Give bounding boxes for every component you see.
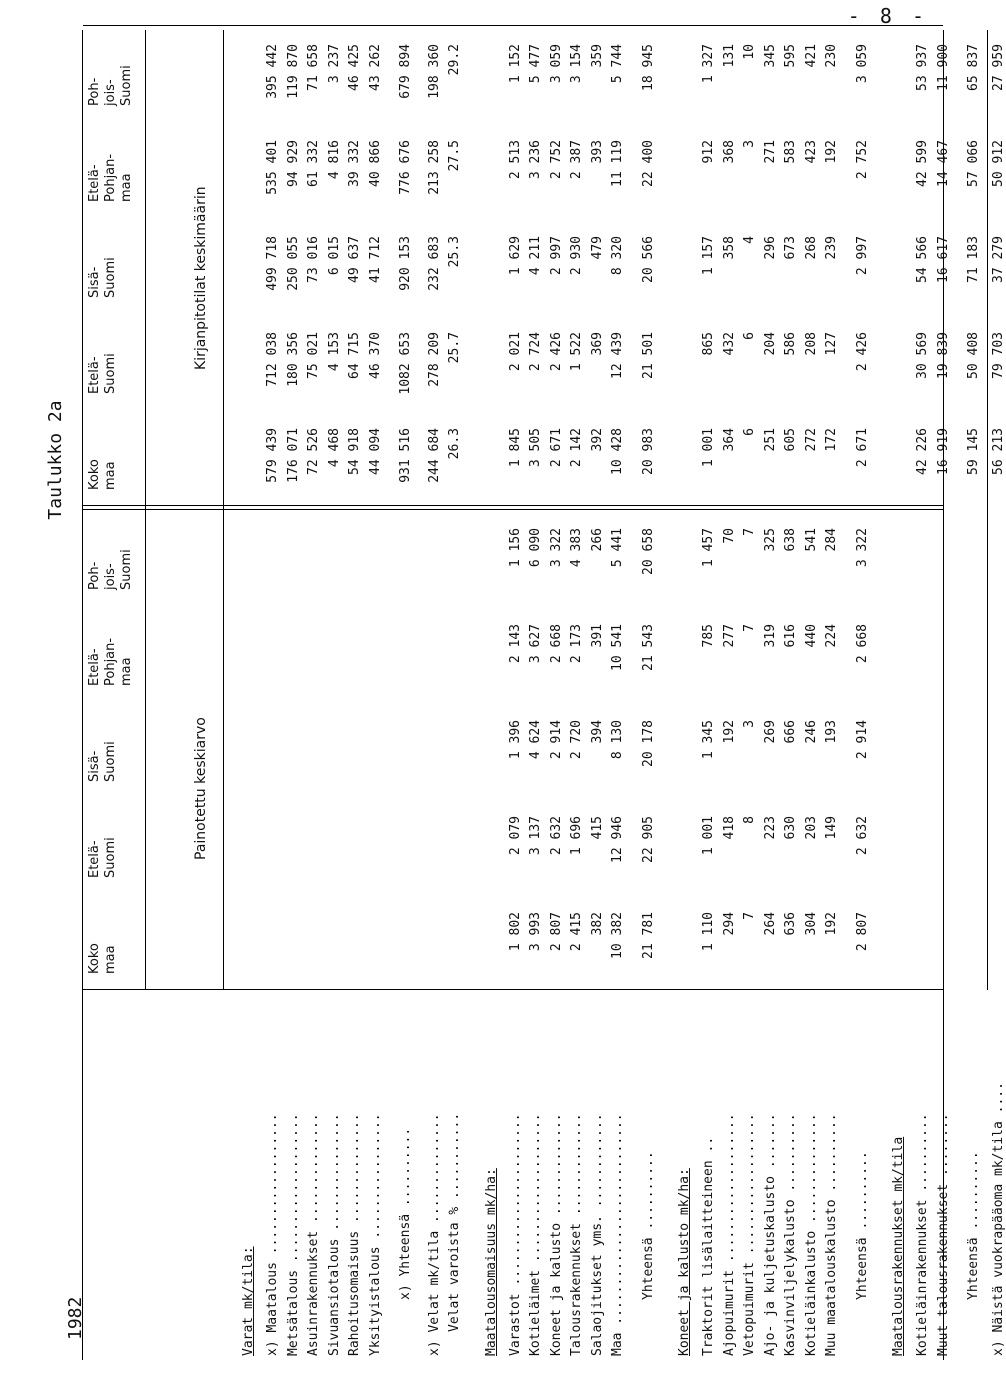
cell-value: 11 900	[935, 44, 951, 91]
cell-value: 4 468	[326, 428, 342, 468]
cell-value: 46 370	[367, 332, 383, 379]
cell-value: 2 142	[569, 428, 584, 468]
column-header-line: Etelä-	[87, 840, 102, 878]
cell-value: 294	[721, 912, 737, 936]
cell-value: 3 154	[569, 44, 584, 84]
cell-value: 41 712	[367, 236, 383, 283]
section-rule	[223, 30, 224, 990]
row-label: Traktorit lisälaitteineen ..	[701, 1136, 716, 1356]
cell-value: 192	[824, 912, 839, 936]
cell-value: 2 807	[548, 912, 564, 952]
cell-value: 10	[742, 44, 757, 60]
cell-value: 1 152	[507, 44, 523, 84]
cell-value: 284	[824, 528, 839, 552]
cell-value: 251	[762, 428, 778, 452]
row-label: Sivuansiotalous ...............	[326, 1113, 342, 1356]
cell-value: 1 001	[701, 816, 716, 856]
cell-value: 42 226	[915, 428, 930, 475]
cell-value: 6	[742, 332, 757, 340]
cell-value: 22 905	[640, 816, 656, 863]
cell-value: 61 332	[306, 140, 321, 187]
section-heading: Varat mk/tila:	[241, 1246, 256, 1356]
cell-value: 586	[783, 332, 798, 356]
cell-value: 180 356	[285, 332, 301, 387]
cell-value: 172	[824, 428, 839, 452]
cell-value: 29.2	[447, 44, 462, 76]
cell-value: 20 983	[640, 428, 656, 475]
row-label: Talousrakennukset .............	[569, 1113, 584, 1356]
cell-value: 7	[742, 912, 757, 920]
cell-value: 1 110	[701, 912, 716, 952]
cell-value: 304	[803, 912, 819, 936]
column-header-line: Sisä-	[87, 750, 102, 782]
cell-value: 583	[783, 140, 798, 164]
cell-value: 1 629	[507, 236, 523, 276]
cell-value: 43 262	[367, 44, 383, 91]
cell-value: 2 387	[569, 140, 584, 180]
row-label: Yhteensä ..........	[640, 1151, 656, 1300]
cell-value: 119 870	[285, 44, 301, 99]
cell-value: 5 441	[610, 528, 625, 568]
row-label: x) Velat mk/tila ..............	[426, 1113, 442, 1356]
cell-value: 3 137	[528, 816, 543, 856]
cell-value: 20 178	[640, 720, 656, 767]
row-label: Muu maatalouskalusto ..........	[824, 1113, 839, 1356]
column-header-right	[87, 65, 135, 106]
cell-value: 37 279	[990, 236, 1006, 283]
cell-value: 2 914	[548, 720, 564, 760]
cell-value: 272	[803, 428, 819, 452]
cell-value: 20 566	[640, 236, 656, 283]
cell-value: 27.5	[447, 140, 462, 172]
cell-value: 421	[803, 44, 819, 68]
header-rule	[145, 30, 146, 990]
row-label: Yksityistalous ................	[367, 1113, 383, 1356]
cell-value: 666	[783, 720, 798, 744]
cell-value: 3 322	[548, 528, 564, 568]
column-divider	[83, 25, 943, 26]
cell-value: 18 945	[640, 44, 656, 91]
cell-value: 1 802	[507, 912, 523, 952]
cell-value: 203	[803, 816, 819, 840]
data-table	[82, 30, 1006, 1360]
row-label: Kotieläinrakennukset ..........	[915, 1113, 930, 1356]
cell-value: 176 071	[285, 428, 301, 483]
cell-value: 50 408	[966, 332, 981, 379]
row-label: x) Maatalous ..................	[265, 1113, 280, 1356]
column-header-right	[87, 257, 119, 298]
cell-value: 1 156	[507, 528, 523, 568]
cell-value: 3 236	[528, 140, 543, 180]
column-header-line: Sisä-	[87, 266, 102, 298]
cell-value: 382	[589, 912, 605, 936]
cell-value: 636	[783, 912, 798, 936]
cell-value: 2 173	[569, 624, 584, 664]
cell-value: 246	[803, 720, 819, 744]
cell-value: 10 541	[610, 624, 625, 671]
row-label: Vetopuimurit ..................	[742, 1113, 757, 1356]
cell-value: 2 997	[854, 236, 870, 276]
cell-value: 1 001	[701, 428, 716, 468]
cell-value: 3 322	[854, 528, 870, 568]
column-divider	[83, 505, 943, 506]
row-label: Ajopuimurit ...................	[721, 1113, 737, 1356]
cell-value: 264	[762, 912, 778, 936]
cell-value: 192	[824, 140, 839, 164]
cell-value: 230	[824, 44, 839, 68]
cell-value: 27 959	[990, 44, 1006, 91]
cell-value: 2 807	[854, 912, 870, 952]
cell-value: 21 543	[640, 624, 656, 671]
section-title-right: Kirjanpitotilat keskimäärin	[193, 186, 209, 370]
cell-value: 3 237	[326, 44, 342, 84]
cell-value: 21 781	[640, 912, 656, 959]
cell-value: 391	[589, 624, 605, 648]
section-heading: Maatalousrakennukset mk/tila	[891, 1136, 906, 1356]
row-label: Muut talousrakennukset ........	[935, 1113, 951, 1356]
row-label: Kasvinviljelykalusto ..........	[783, 1113, 798, 1356]
cell-value: 53 937	[915, 44, 930, 91]
cell-value: 266	[589, 528, 605, 552]
row-label: Asuinrakennukset ..............	[306, 1113, 321, 1356]
cell-value: 2 632	[854, 816, 870, 856]
cell-value: 785	[701, 624, 716, 648]
column-header-line: Koko	[87, 943, 102, 974]
cell-value: 479	[589, 236, 605, 260]
column-header-left	[87, 549, 135, 590]
cell-value: 638	[783, 528, 798, 552]
cell-value: 3 993	[528, 912, 543, 952]
row-label: Rahoitusomaisuus ..............	[347, 1113, 362, 1356]
cell-value: 616	[783, 624, 798, 648]
cell-value: 198 360	[426, 44, 442, 99]
cell-value: 679 894	[398, 44, 413, 99]
cell-value: 364	[721, 428, 737, 452]
section-title-left: Painotettu keskiarvo	[193, 717, 209, 860]
cell-value: 16 919	[935, 428, 951, 475]
cell-value: 319	[762, 624, 778, 648]
column-header-line: maa	[119, 657, 134, 686]
cell-value: 912	[701, 140, 716, 164]
cell-value: 1 345	[701, 720, 716, 760]
cell-value: 149	[824, 816, 839, 840]
cell-value: 277	[721, 624, 737, 648]
cell-value: 64 715	[347, 332, 362, 379]
cell-value: 244 684	[426, 428, 442, 483]
column-header-line: Etelä-	[87, 648, 102, 686]
cell-value: 8 130	[610, 720, 625, 760]
cell-value: 3 059	[854, 44, 870, 84]
cell-value: 2 021	[507, 332, 523, 372]
cell-value: 2 671	[548, 428, 564, 468]
column-divider	[83, 509, 943, 510]
column-header-left	[87, 943, 119, 974]
cell-value: 1 327	[701, 44, 716, 84]
cell-value: 595	[783, 44, 798, 68]
cell-value: 54 566	[915, 236, 930, 283]
cell-value: 232 683	[426, 236, 442, 291]
cell-value: 369	[589, 332, 605, 356]
cell-value: 296	[762, 236, 778, 260]
row-label: Kotieläimet ...................	[528, 1113, 543, 1356]
cell-value: 268	[803, 236, 819, 260]
cell-value: 931 516	[398, 428, 413, 483]
row-label: Salaojitukset yms. ............	[589, 1113, 605, 1356]
page-number: - 8 -	[847, 4, 928, 28]
column-header-right	[87, 459, 119, 490]
row-label: Maa ...........................	[610, 1113, 625, 1356]
column-header-line: jois-	[103, 79, 118, 106]
column-header-line: Suomi	[103, 353, 118, 394]
cell-value: 12 439	[610, 332, 625, 379]
cell-value: 65 837	[966, 44, 981, 91]
cell-value: 535 401	[265, 140, 280, 195]
cell-value: 20 658	[640, 528, 656, 575]
cell-value: 7	[742, 528, 757, 536]
cell-value: 2 668	[548, 624, 564, 664]
cell-value: 4 153	[326, 332, 342, 372]
cell-value: 208	[803, 332, 819, 356]
column-header-line: Pohjan-	[103, 153, 118, 202]
column-header-line: Pohjan-	[103, 637, 118, 686]
column-header-left	[87, 638, 135, 686]
cell-value: 30 569	[915, 332, 930, 379]
cell-value: 10 382	[610, 912, 625, 959]
column-header-right	[87, 353, 119, 394]
cell-value: 224	[824, 624, 839, 648]
cell-value: 579 439	[265, 428, 280, 483]
cell-value: 19 839	[935, 332, 951, 379]
cell-value: 1 522	[569, 332, 584, 372]
cell-value: 325	[762, 528, 778, 552]
cell-value: 418	[721, 816, 737, 840]
cell-value: 2 632	[548, 816, 564, 856]
cell-value: 278 209	[426, 332, 442, 387]
year-label: 1982	[65, 1296, 86, 1340]
cell-value: 14 467	[935, 140, 951, 187]
cell-value: 57 066	[966, 140, 981, 187]
cell-value: 3	[742, 140, 757, 148]
cell-value: 192	[721, 720, 737, 744]
cell-value: 79 703	[990, 332, 1006, 379]
cell-value: 4 211	[528, 236, 543, 276]
row-label: Ajo- ja kuljetuskalusto .......	[762, 1113, 778, 1356]
column-header-right	[87, 154, 135, 202]
column-header-line: maa	[119, 173, 134, 202]
section-heading: Koneet ja kalusto mk/ha:	[677, 1168, 692, 1356]
column-header-line: Suomi	[119, 65, 134, 106]
cell-value: 2 752	[548, 140, 564, 180]
cell-value: 2 752	[854, 140, 870, 180]
table-title: Taulukko 2a	[45, 400, 66, 520]
bottom-group-rule	[987, 30, 988, 990]
column-header-line: Poh-	[87, 77, 102, 106]
row-label: Velat varoista % ...........	[447, 1112, 462, 1332]
cell-value: 54 918	[347, 428, 362, 475]
cell-value: 8 320	[610, 236, 625, 276]
cell-value: 2 079	[507, 816, 523, 856]
row-label: Yhteensä ..........	[966, 1151, 981, 1300]
cell-value: 40 866	[367, 140, 383, 187]
cell-value: 46 425	[347, 44, 362, 91]
section-heading: Maatalousomaisuus mk/ha:	[483, 1168, 499, 1356]
cell-value: 6	[742, 428, 757, 436]
column-header-line: jois-	[103, 563, 118, 590]
column-header-left	[87, 837, 119, 878]
cell-value: 541	[803, 528, 819, 552]
cell-value: 865	[701, 332, 716, 356]
cell-value: 12 946	[610, 816, 625, 863]
cell-value: 1 845	[507, 428, 523, 468]
cell-value: 49 637	[347, 236, 362, 283]
cell-value: 59 145	[966, 428, 981, 475]
cell-value: 368	[721, 140, 737, 164]
cell-value: 776 676	[398, 140, 413, 195]
cell-value: 22 400	[640, 140, 656, 187]
cell-value: 11 119	[610, 140, 625, 187]
cell-value: 392	[589, 428, 605, 452]
cell-value: 499 718	[265, 236, 280, 291]
cell-value: 75 021	[306, 332, 321, 379]
cell-value: 673	[783, 236, 798, 260]
cell-value: 3 059	[548, 44, 564, 84]
cell-value: 271	[762, 140, 778, 164]
cell-value: 358	[721, 236, 737, 260]
cell-value: 415	[589, 816, 605, 840]
row-label: Kotieläinkalusto ..............	[803, 1113, 819, 1356]
column-header-line: Poh-	[87, 561, 102, 590]
cell-value: 440	[803, 624, 819, 648]
cell-value: 1082 653	[398, 332, 413, 395]
row-label: x) Näistä vuokrapääoma mk/tila ....	[990, 1082, 1006, 1356]
cell-value: 2 724	[528, 332, 543, 372]
cell-value: 6 015	[326, 236, 342, 276]
column-header-line: Suomi	[119, 549, 134, 590]
cell-value: 6 090	[528, 528, 543, 568]
column-header-line: Etelä-	[87, 356, 102, 394]
cell-value: 2 671	[854, 428, 870, 468]
cell-value: 4 816	[326, 140, 342, 180]
cell-value: 2 426	[854, 332, 870, 372]
cell-value: 21 501	[640, 332, 656, 379]
cell-value: 4 624	[528, 720, 543, 760]
cell-value: 423	[803, 140, 819, 164]
cell-value: 345	[762, 44, 778, 68]
column-divider	[83, 989, 943, 990]
cell-value: 7	[742, 624, 757, 632]
cell-value: 3 627	[528, 624, 543, 664]
cell-value: 2 415	[569, 912, 584, 952]
row-label: Metsätalous ...................	[285, 1113, 301, 1356]
cell-value: 3 505	[528, 428, 543, 468]
cell-value: 16 617	[935, 236, 951, 283]
cell-value: 71 183	[966, 236, 981, 283]
cell-value: 2 720	[569, 720, 584, 760]
cell-value: 605	[783, 428, 798, 452]
cell-value: 269	[762, 720, 778, 744]
cell-value: 50 912	[990, 140, 1006, 187]
cell-value: 2 997	[548, 236, 564, 276]
row-label: Varastot ......................	[507, 1113, 523, 1356]
cell-value: 25.3	[447, 236, 462, 268]
cell-value: 42 599	[915, 140, 930, 187]
cell-value: 70	[721, 528, 737, 544]
cell-value: 4	[742, 236, 757, 244]
cell-value: 26.3	[447, 428, 462, 460]
cell-value: 73 016	[306, 236, 321, 283]
cell-value: 4 383	[569, 528, 584, 568]
cell-value: 2 914	[854, 720, 870, 760]
cell-value: 10 428	[610, 428, 625, 475]
row-label: Yhteensä ..........	[854, 1151, 870, 1300]
row-label: x) Yhteensä ..........	[398, 1127, 413, 1300]
cell-value: 2 930	[569, 236, 584, 276]
cell-value: 2 143	[507, 624, 523, 664]
cell-value: 131	[721, 44, 737, 68]
column-header-line: maa	[103, 461, 118, 490]
cell-value: 1 457	[701, 528, 716, 568]
rotated-table-page	[45, 30, 1006, 1360]
cell-value: 2 513	[507, 140, 523, 180]
cell-value: 432	[721, 332, 737, 356]
cell-value: 1 157	[701, 236, 716, 276]
cell-value: 39 332	[347, 140, 362, 187]
cell-value: 94 929	[285, 140, 301, 187]
cell-value: 630	[783, 816, 798, 840]
cell-value: 395 442	[265, 44, 280, 99]
cell-value: 393	[589, 140, 605, 164]
cell-value: 250 055	[285, 236, 301, 291]
column-header-line: Suomi	[103, 741, 118, 782]
column-header-line: Koko	[87, 459, 102, 490]
row-label: Koneet ja kalusto .............	[548, 1113, 564, 1356]
cell-value: 72 526	[306, 428, 321, 475]
cell-value: 71 658	[306, 44, 321, 91]
cell-value: 2 668	[854, 624, 870, 664]
cell-value: 3	[742, 720, 757, 728]
cell-value: 2 426	[548, 332, 564, 372]
cell-value: 239	[824, 236, 839, 260]
cell-value: 8	[742, 816, 757, 824]
column-header-line: maa	[103, 945, 118, 974]
column-header-left	[87, 741, 119, 782]
cell-value: 44 094	[367, 428, 383, 475]
cell-value: 5 477	[528, 44, 543, 84]
column-header-line: Suomi	[103, 257, 118, 298]
column-header-line: Etelä-	[87, 164, 102, 202]
column-header-line: Suomi	[103, 837, 118, 878]
cell-value: 5 744	[610, 44, 625, 84]
cell-value: 359	[589, 44, 605, 68]
cell-value: 223	[762, 816, 778, 840]
cell-value: 1 696	[569, 816, 584, 856]
cell-value: 193	[824, 720, 839, 744]
cell-value: 204	[762, 332, 778, 356]
cell-value: 1 396	[507, 720, 523, 760]
cell-value: 920 153	[398, 236, 413, 291]
cell-value: 56 213	[990, 428, 1006, 475]
cell-value: 127	[824, 332, 839, 356]
cell-value: 25.7	[447, 332, 462, 364]
cell-value: 712 038	[265, 332, 280, 387]
cell-value: 394	[589, 720, 605, 744]
cell-value: 213 258	[426, 140, 442, 195]
